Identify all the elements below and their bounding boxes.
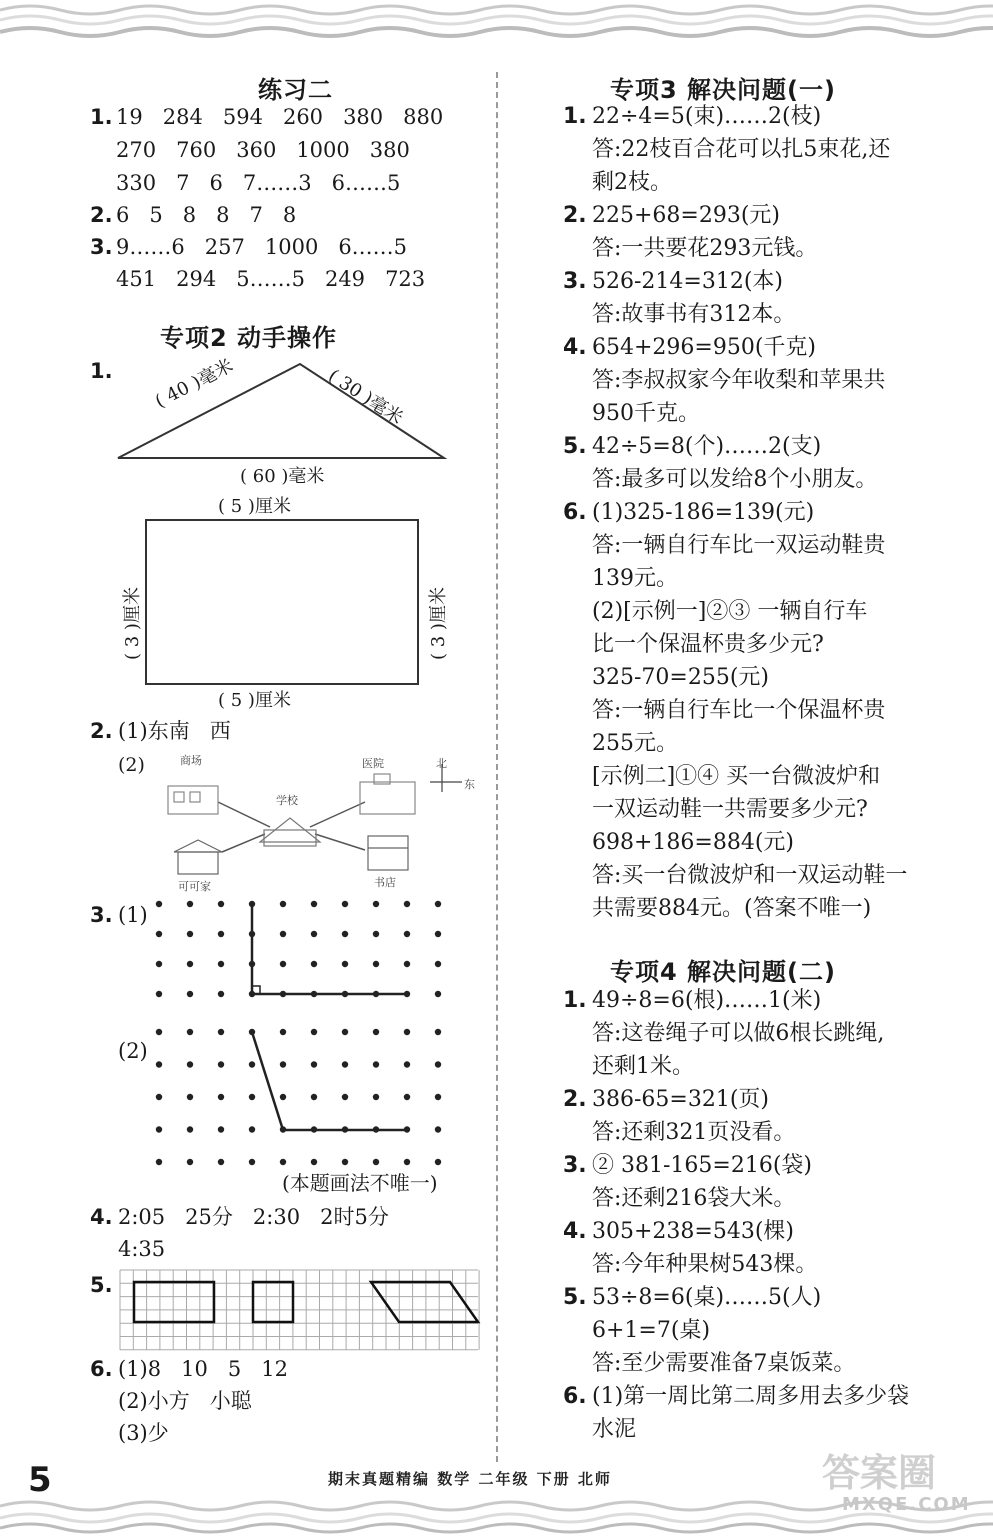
grid-dot	[156, 931, 162, 937]
grid-dot	[435, 991, 441, 997]
grid-dot	[435, 1159, 441, 1165]
grid-dot	[187, 961, 193, 967]
answer-line: 22÷4=5(束)……2(枝)	[592, 104, 822, 129]
grid-dot	[218, 901, 224, 907]
answer-number: 1.	[563, 104, 587, 129]
answer-line: 654+296=950(千克)	[592, 335, 817, 360]
grid-dot	[311, 1061, 317, 1067]
answer-number: 4.	[563, 1219, 587, 1244]
home-building-icon	[174, 840, 222, 874]
answer-line: 386-65=321(页)	[592, 1087, 770, 1112]
answer-line: 答:一共要花293元钱。	[592, 236, 818, 261]
map-label-school: 学校	[276, 794, 298, 807]
answer-line: 剩2枝。	[592, 170, 672, 195]
grid-dot	[435, 1126, 441, 1132]
grid-dot	[373, 931, 379, 937]
grid-dot	[404, 1029, 410, 1035]
grid-dot	[187, 1094, 193, 1100]
s2-q6-row3: (3)少	[118, 1421, 169, 1445]
mall-building-icon	[168, 786, 218, 814]
s2-q4-number: 4.	[90, 1205, 113, 1229]
grid-dot	[218, 991, 224, 997]
grid-dot	[404, 931, 410, 937]
grid-dot	[187, 901, 193, 907]
grid-dot	[156, 961, 162, 967]
s2-q3-number: 3.	[90, 903, 113, 927]
answer-line: 49÷8=6(根)……1(米)	[592, 988, 822, 1013]
grid-dot	[404, 961, 410, 967]
rectangle-right-label: ( 3 )厘米	[428, 587, 449, 660]
grid-dot	[156, 1061, 162, 1067]
grid-dot	[404, 1061, 410, 1067]
answer-number: 3.	[563, 269, 587, 294]
answer-line: 水泥	[592, 1417, 637, 1442]
grid-dot	[249, 1061, 255, 1067]
grid-dot	[342, 1094, 348, 1100]
grid-dot	[280, 931, 286, 937]
grid-dot	[435, 901, 441, 907]
q3-row1: 9……6 257 1000 6……5	[116, 235, 408, 259]
grid-dot	[249, 1159, 255, 1165]
s2-q3-part2: (2)	[118, 1039, 148, 1063]
q1-row1: 19 284 594 260 380 880	[116, 105, 444, 129]
dot-grid-2	[150, 1018, 480, 1168]
bookstore-building-icon	[368, 836, 408, 870]
grid-dot	[373, 961, 379, 967]
school-building-icon	[260, 818, 320, 846]
grid-dot	[342, 961, 348, 967]
map-label-mall: 商场	[180, 754, 202, 767]
grid-dot	[373, 1094, 379, 1100]
grid-dot	[311, 931, 317, 937]
grid-dot	[342, 901, 348, 907]
map-label-bookstore: 书店	[374, 876, 396, 889]
grid-dot	[373, 1159, 379, 1165]
hospital-building-icon	[360, 774, 415, 814]
answer-line: 6+1=7(桌)	[592, 1318, 711, 1343]
grid-dot	[280, 961, 286, 967]
grid-dot	[187, 1126, 193, 1132]
s2-q6-row1: (1)8 10 5 12	[118, 1357, 288, 1381]
answer-number: 4.	[563, 335, 587, 360]
grid-dot	[218, 1126, 224, 1132]
rectangle-left-label: ( 3 )厘米	[122, 587, 143, 660]
grid-dot	[280, 1159, 286, 1165]
triangle-left-side-label: ( 40 )毫米	[151, 355, 237, 413]
grid-dot	[342, 1159, 348, 1165]
answer-line: ② 381-165=216(袋)	[592, 1153, 813, 1178]
q1-row2: 270 760 360 1000 380	[116, 138, 410, 162]
answer-number: 2.	[563, 203, 587, 228]
answer-line: [示例二]①④ 买一台微波炉和	[592, 764, 881, 789]
answer-line: 答:李叔叔家今年收梨和苹果共	[592, 368, 886, 393]
answer-line: 共需要884元。(答案不唯一)	[592, 896, 872, 921]
grid-dot	[280, 1094, 286, 1100]
answer-number: 5.	[563, 434, 587, 459]
answer-line: 526-214=312(本)	[592, 269, 784, 294]
grid-dot	[156, 1159, 162, 1165]
s2-q1-number: 1.	[90, 359, 113, 383]
map-label-keke-home: 可可家	[178, 880, 211, 893]
map-label-hospital: 医院	[362, 757, 384, 770]
grid-dot	[373, 901, 379, 907]
answer-line: 答:至少需要准备7桌饭菜。	[592, 1351, 856, 1376]
rectangle-figure	[144, 518, 420, 686]
grid-dot	[218, 931, 224, 937]
s2-q3-part1: (1)	[118, 903, 148, 927]
grid-dot	[187, 1061, 193, 1067]
rectangle-bottom-label: ( 5 )厘米	[218, 690, 291, 711]
q2-row1: 6 5 8 8 7 8	[116, 203, 297, 227]
triangle-bottom-side-label: ( 60 )毫米	[240, 466, 325, 487]
grid-dot	[280, 1061, 286, 1067]
map-label-north: 北	[436, 757, 447, 770]
grid-dot	[187, 931, 193, 937]
s2-q2-part2: (2)	[118, 754, 145, 776]
grid-dot	[435, 931, 441, 937]
grid-dot	[342, 1061, 348, 1067]
q1-row3: 330 7 6 7……3 6……5	[116, 171, 401, 195]
grid-dot	[404, 1094, 410, 1100]
dot-grid-1	[150, 895, 480, 1005]
section3-title: 专项3 解决问题(一)	[610, 76, 836, 104]
answer-line: 答:还剩321页没看。	[592, 1120, 796, 1145]
grid-dot	[187, 1029, 193, 1035]
grid-dot	[404, 901, 410, 907]
answer-line: 还剩1米。	[592, 1054, 694, 1079]
grid-dot	[404, 1159, 410, 1165]
grid-dot	[435, 1094, 441, 1100]
answer-line: 305+238=543(棵)	[592, 1219, 795, 1244]
map-label-east: 东	[464, 778, 475, 791]
answer-line: 53÷8=6(桌)……5(人)	[592, 1285, 822, 1310]
grid-dot	[218, 961, 224, 967]
grid-dot	[435, 1061, 441, 1067]
answer-line: 答:最多可以发给8个小朋友。	[592, 467, 878, 492]
book-info: 期末真题精编 数学 二年级 下册 北师	[328, 1470, 612, 1488]
grid-dot	[249, 1094, 255, 1100]
grid-dot	[435, 961, 441, 967]
watermark-url: MXQE.COM	[842, 1494, 971, 1515]
answer-line: 950千克。	[592, 401, 700, 426]
s2-q4-row1: 2:05 25分 2:30 2时5分	[118, 1205, 389, 1229]
grid-dot	[249, 1126, 255, 1132]
triangle-right-side-label: ( 30 )毫米	[324, 365, 407, 429]
answer-number: 3.	[563, 1153, 587, 1178]
answer-line: 一双运动鞋一共需要多少元?	[592, 797, 868, 822]
grid-dot	[156, 1029, 162, 1035]
grid-dot	[156, 1094, 162, 1100]
grid-dot	[373, 1061, 379, 1067]
answer-line: 42÷5=8(个)……2(支)	[592, 434, 822, 459]
grid-dot	[311, 961, 317, 967]
answer-line: 225+68=293(元)	[592, 203, 781, 228]
q1-number: 1.	[90, 105, 113, 129]
answer-line: 答:一辆自行车比一双运动鞋贵	[592, 533, 886, 558]
answer-line: 325-70=255(元)	[592, 665, 770, 690]
answer-line: 比一个保温杯贵多少元?	[592, 632, 824, 657]
grid-dot	[342, 931, 348, 937]
answer-line: 255元。	[592, 731, 678, 756]
q3-number: 3.	[90, 235, 113, 259]
answer-line: 答:故事书有312本。	[592, 302, 796, 327]
q3-row2: 451 294 5……5 249 723	[116, 267, 426, 291]
grid-dot	[311, 1159, 317, 1165]
practice2-title: 练习二	[258, 76, 333, 104]
rectangle-top-label: ( 5 )厘米	[218, 496, 291, 517]
grid-dot	[342, 1029, 348, 1035]
grid-dot	[280, 1029, 286, 1035]
answer-line: (1)第一周比第二周多用去多少袋	[592, 1384, 910, 1409]
grid-dot	[280, 901, 286, 907]
answer-line: 答:还剩216袋大米。	[592, 1186, 796, 1211]
grid-dot	[156, 1126, 162, 1132]
s2-q6-row2: (2)小方 小聪	[118, 1389, 252, 1413]
answer-number: 2.	[563, 1087, 587, 1112]
top-wave-border	[0, 0, 993, 60]
answer-line: 答:这卷绳子可以做6根长跳绳,	[592, 1021, 885, 1046]
s2-q2-number: 2.	[90, 719, 113, 743]
grid-dot	[218, 1159, 224, 1165]
grid-dot	[435, 1029, 441, 1035]
grid-dot	[187, 991, 193, 997]
grid-dot	[187, 1159, 193, 1165]
column-divider	[496, 72, 498, 1462]
grid-dot	[218, 1094, 224, 1100]
answer-line: 698+186=884(元)	[592, 830, 795, 855]
section2-title: 专项2 动手操作	[160, 324, 338, 352]
s2-q2-part1: (1)东南 西	[118, 719, 231, 743]
s2-q6-number: 6.	[90, 1357, 113, 1381]
map-diagram	[160, 752, 480, 892]
grid-dot	[156, 901, 162, 907]
grid-dot	[311, 901, 317, 907]
q2-number: 2.	[90, 203, 113, 227]
s2-q5-number: 5.	[90, 1273, 113, 1297]
answer-line: 答:今年种果树543棵。	[592, 1252, 818, 1277]
answer-line: 答:买一台微波炉和一双运动鞋一	[592, 863, 908, 888]
s2-q4-row2: 4:35	[118, 1237, 166, 1261]
section4-title: 专项4 解决问题(二)	[610, 958, 836, 986]
page-number: 5	[28, 1460, 52, 1500]
answer-number: 6.	[563, 1384, 587, 1409]
answer-number: 5.	[563, 1285, 587, 1310]
grid-dot	[311, 1094, 317, 1100]
answer-number: 6.	[563, 500, 587, 525]
grid-dot	[373, 1029, 379, 1035]
grid-dot	[218, 1061, 224, 1067]
answer-line: (2)[示例一]②③ 一辆自行车	[592, 599, 868, 624]
answer-line: 答:一辆自行车比一个保温杯贵	[592, 698, 886, 723]
answer-number: 1.	[563, 988, 587, 1013]
grid-dot	[218, 1029, 224, 1035]
answer-line: (1)325-186=139(元)	[592, 500, 815, 525]
answer-line: 139元。	[592, 566, 678, 591]
answer-line: 答:22枝百合花可以扎5束花,还	[592, 137, 891, 162]
square-grid-figure	[120, 1270, 480, 1352]
grid-dot	[311, 1029, 317, 1035]
grid-dot	[156, 991, 162, 997]
watermark-logo: 答案圈	[822, 1451, 937, 1495]
s2-q3-note: (本题画法不唯一)	[282, 1171, 438, 1195]
